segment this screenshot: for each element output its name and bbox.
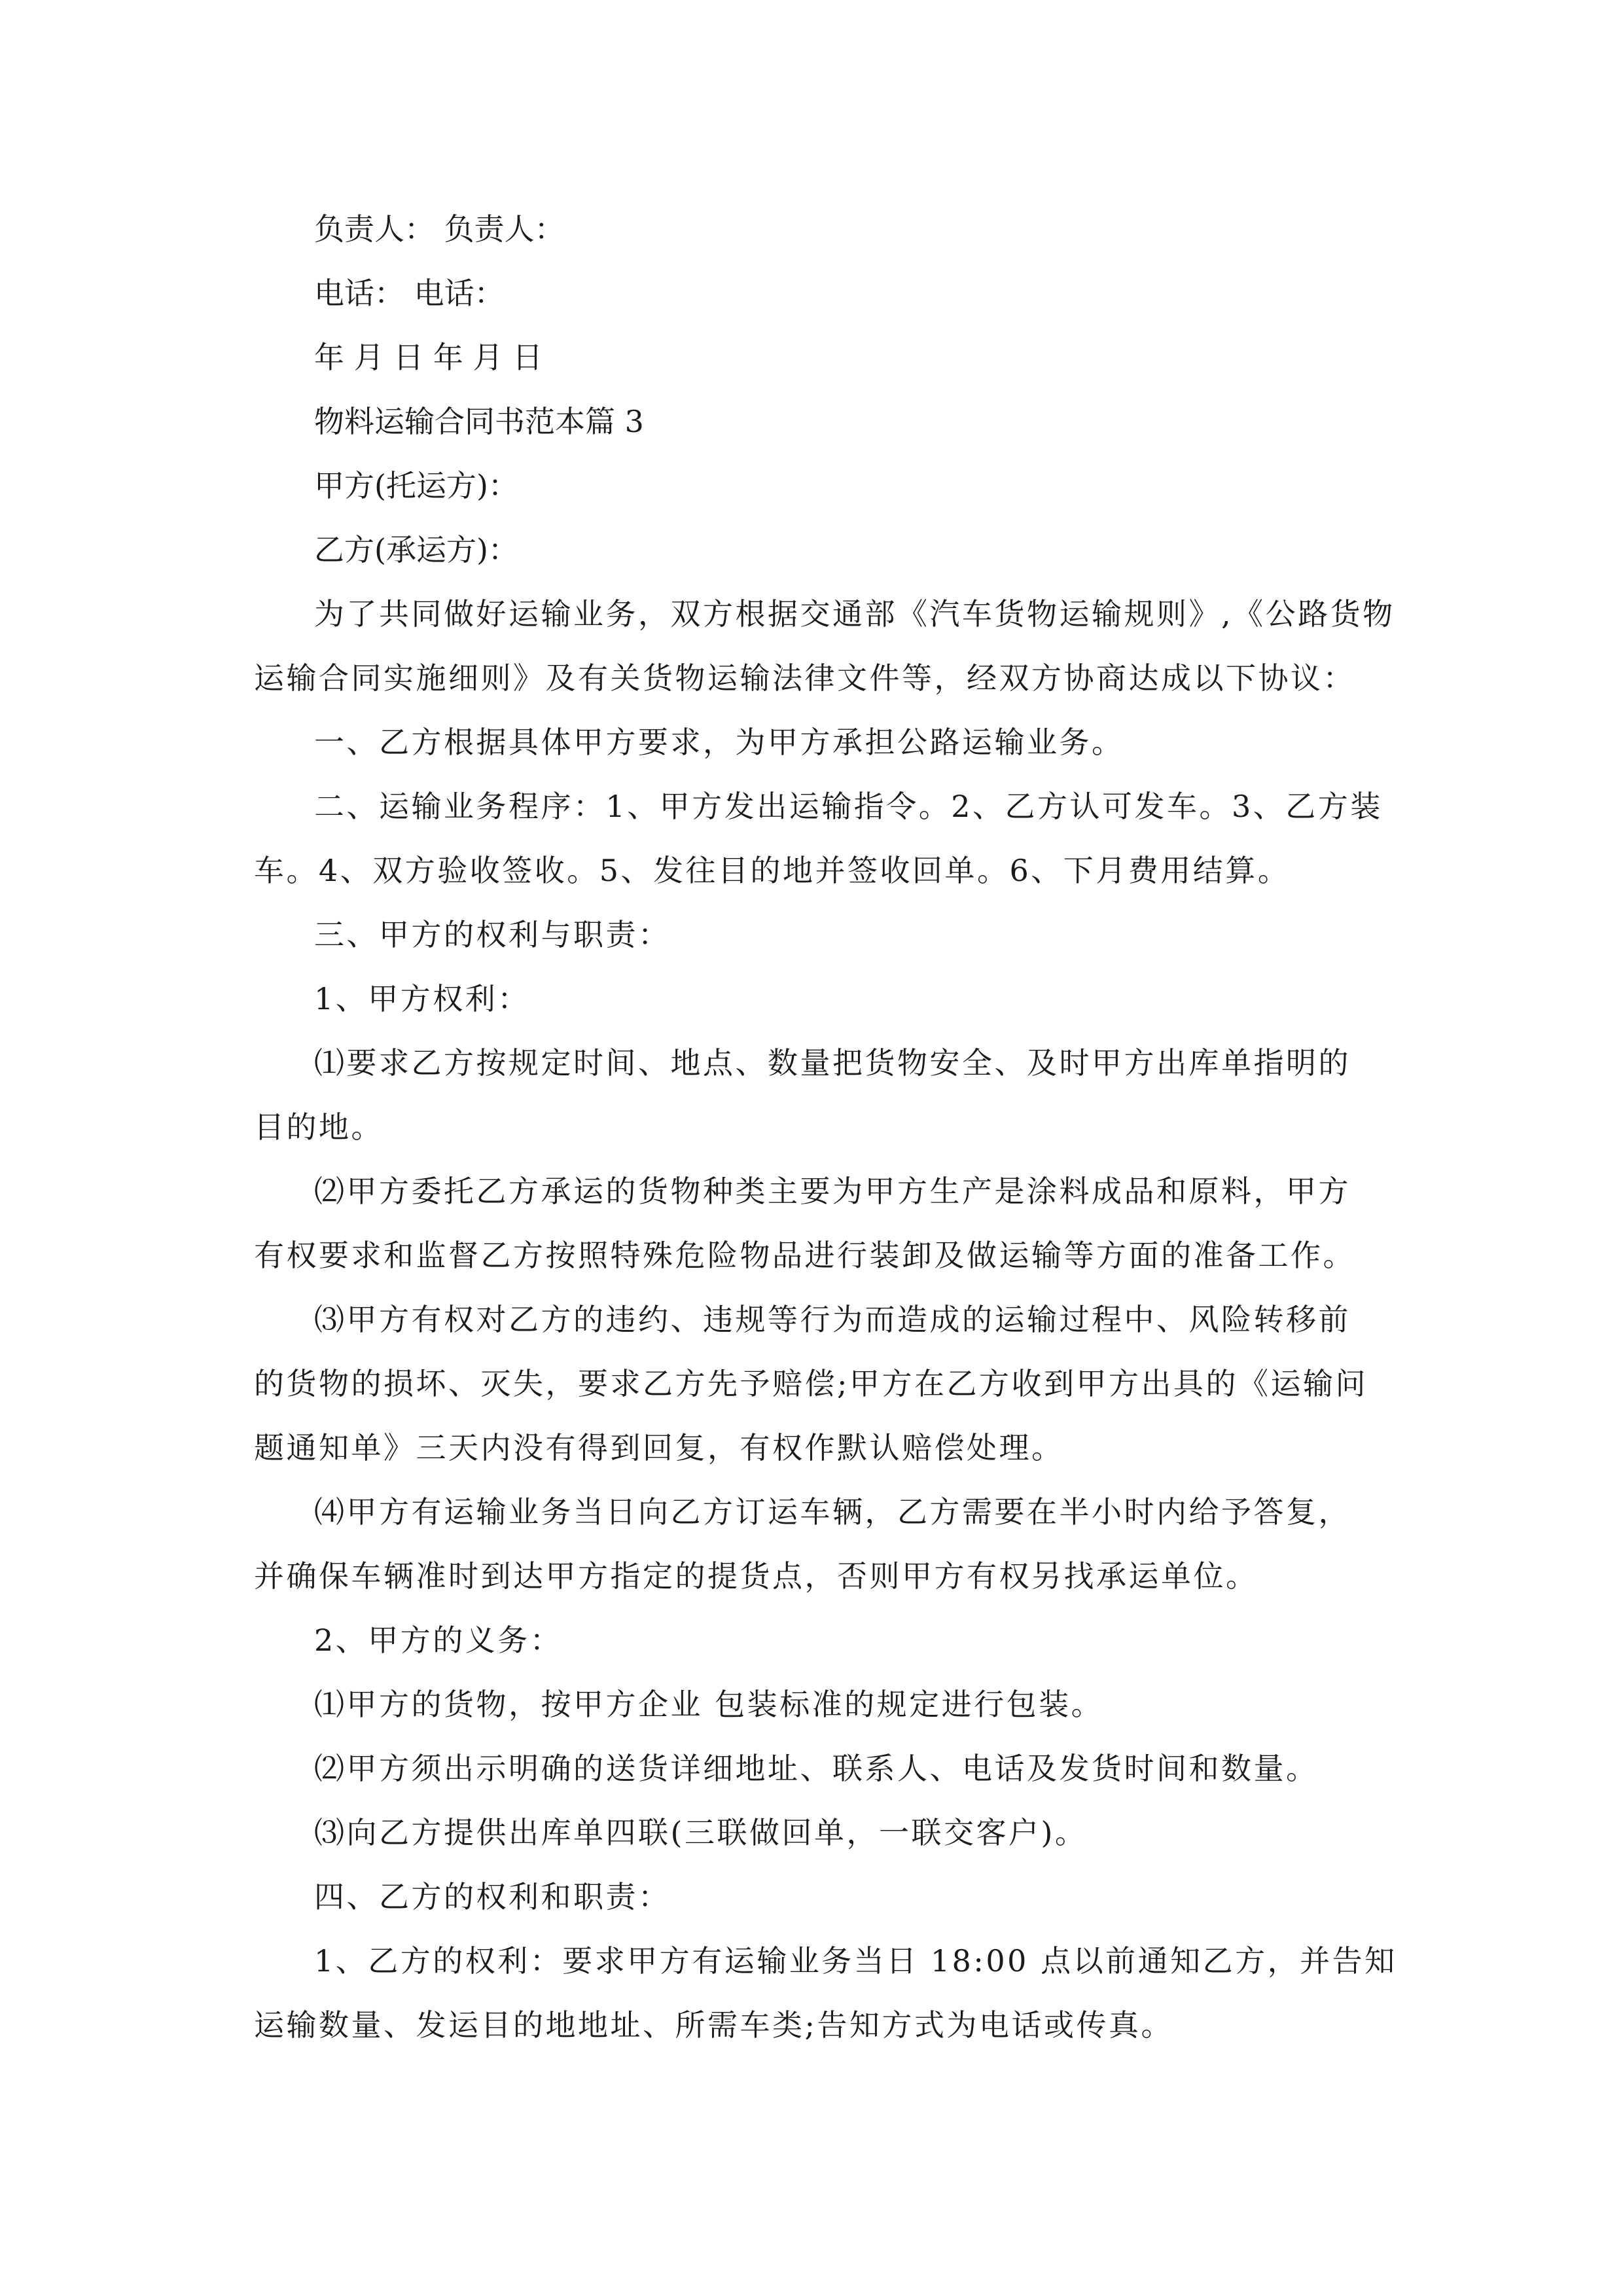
paragraph-line: 目的地。 (254, 1109, 383, 1145)
paragraph-line: 1、乙方的权利：要求甲方有运输业务当日 18:00 点以前通知乙方，并告知 (314, 1943, 1397, 1979)
party-b-line: 乙方(承运方)： (314, 532, 518, 567)
paragraph-line: ⑵甲方委托乙方承运的货物种类主要为甲方生产是涂料成品和原料，甲方 (314, 1174, 1351, 1209)
paragraph-line: 一、乙方根据具体甲方要求，为甲方承担公路运输业务。 (314, 725, 1124, 760)
paragraph-line: ⑴要求乙方按规定时间、地点、数量把货物安全、及时甲方出库单指明的 (314, 1045, 1351, 1081)
signature-responsible-line: 负责人： 负责人： (314, 211, 565, 247)
clause-heading: 三、甲方的权利与职责： (314, 917, 671, 952)
paragraph-line: 的货物的损坏、灭失，要求乙方先予赔偿;甲方在乙方收到甲方出具的《运输问 (254, 1366, 1368, 1401)
paragraph-line: 二、运输业务程序：1、甲方发出运输指令。2、乙方认可发车。3、乙方装 (314, 789, 1383, 824)
paragraph-line: 为了共同做好运输业务，双方根据交通部《汽车货物运输规则》,《公路货物 (314, 596, 1395, 632)
paragraph-line: 车。4、双方验收签收。5、发往目的地并签收回单。6、下月费用结算。 (254, 853, 1291, 888)
paragraph-line: 运输数量、发运目的地地址、所需车类;告知方式为电话或传真。 (254, 2007, 1173, 2043)
subclause-heading: 1、甲方权利： (314, 981, 530, 1016)
section-heading: 物料运输合同书范本篇 3 (314, 404, 644, 439)
paragraph-line: ⑵甲方须出示明确的送货详细地址、联系人、电话及发货时间和数量。 (314, 1751, 1319, 1786)
clause-heading: 四、乙方的权利和职责： (314, 1879, 671, 1914)
paragraph-line: 运输合同实施细则》及有关货物运输法律文件等，经双方协商达成以下协议： (254, 660, 1355, 696)
paragraph-line: ⑴甲方的货物，按甲方企业 包装标准的规定进行包装。 (314, 1687, 1104, 1722)
paragraph-line: 有权要求和监督乙方按照特殊危险物品进行装卸及做运输等方面的准备工作。 (254, 1238, 1355, 1273)
paragraph-line: 并确保车辆准时到达甲方指定的提货点，否则甲方有权另找承运单位。 (254, 1558, 1258, 1594)
paragraph-line: ⑶甲方有权对乙方的违约、违规等行为而造成的运输过程中、风险转移前 (314, 1302, 1351, 1337)
subclause-heading: 2、甲方的义务： (314, 1623, 563, 1658)
signature-phone-line: 电话： 电话： (314, 276, 505, 311)
signature-date-line: 年 月 日 年 月 日 (314, 340, 543, 375)
party-a-line: 甲方(托运方)： (314, 468, 518, 503)
paragraph-line: ⑶向乙方提供出库单四联(三联做回单，一联交客户)。 (314, 1815, 1088, 1850)
paragraph-line: ⑷甲方有运输业务当日向乙方订运车辆，乙方需要在半小时内给予答复， (314, 1494, 1351, 1530)
paragraph-line: 题通知单》三天内没有得到回复，有权作默认赔偿处理。 (254, 1430, 1064, 1465)
